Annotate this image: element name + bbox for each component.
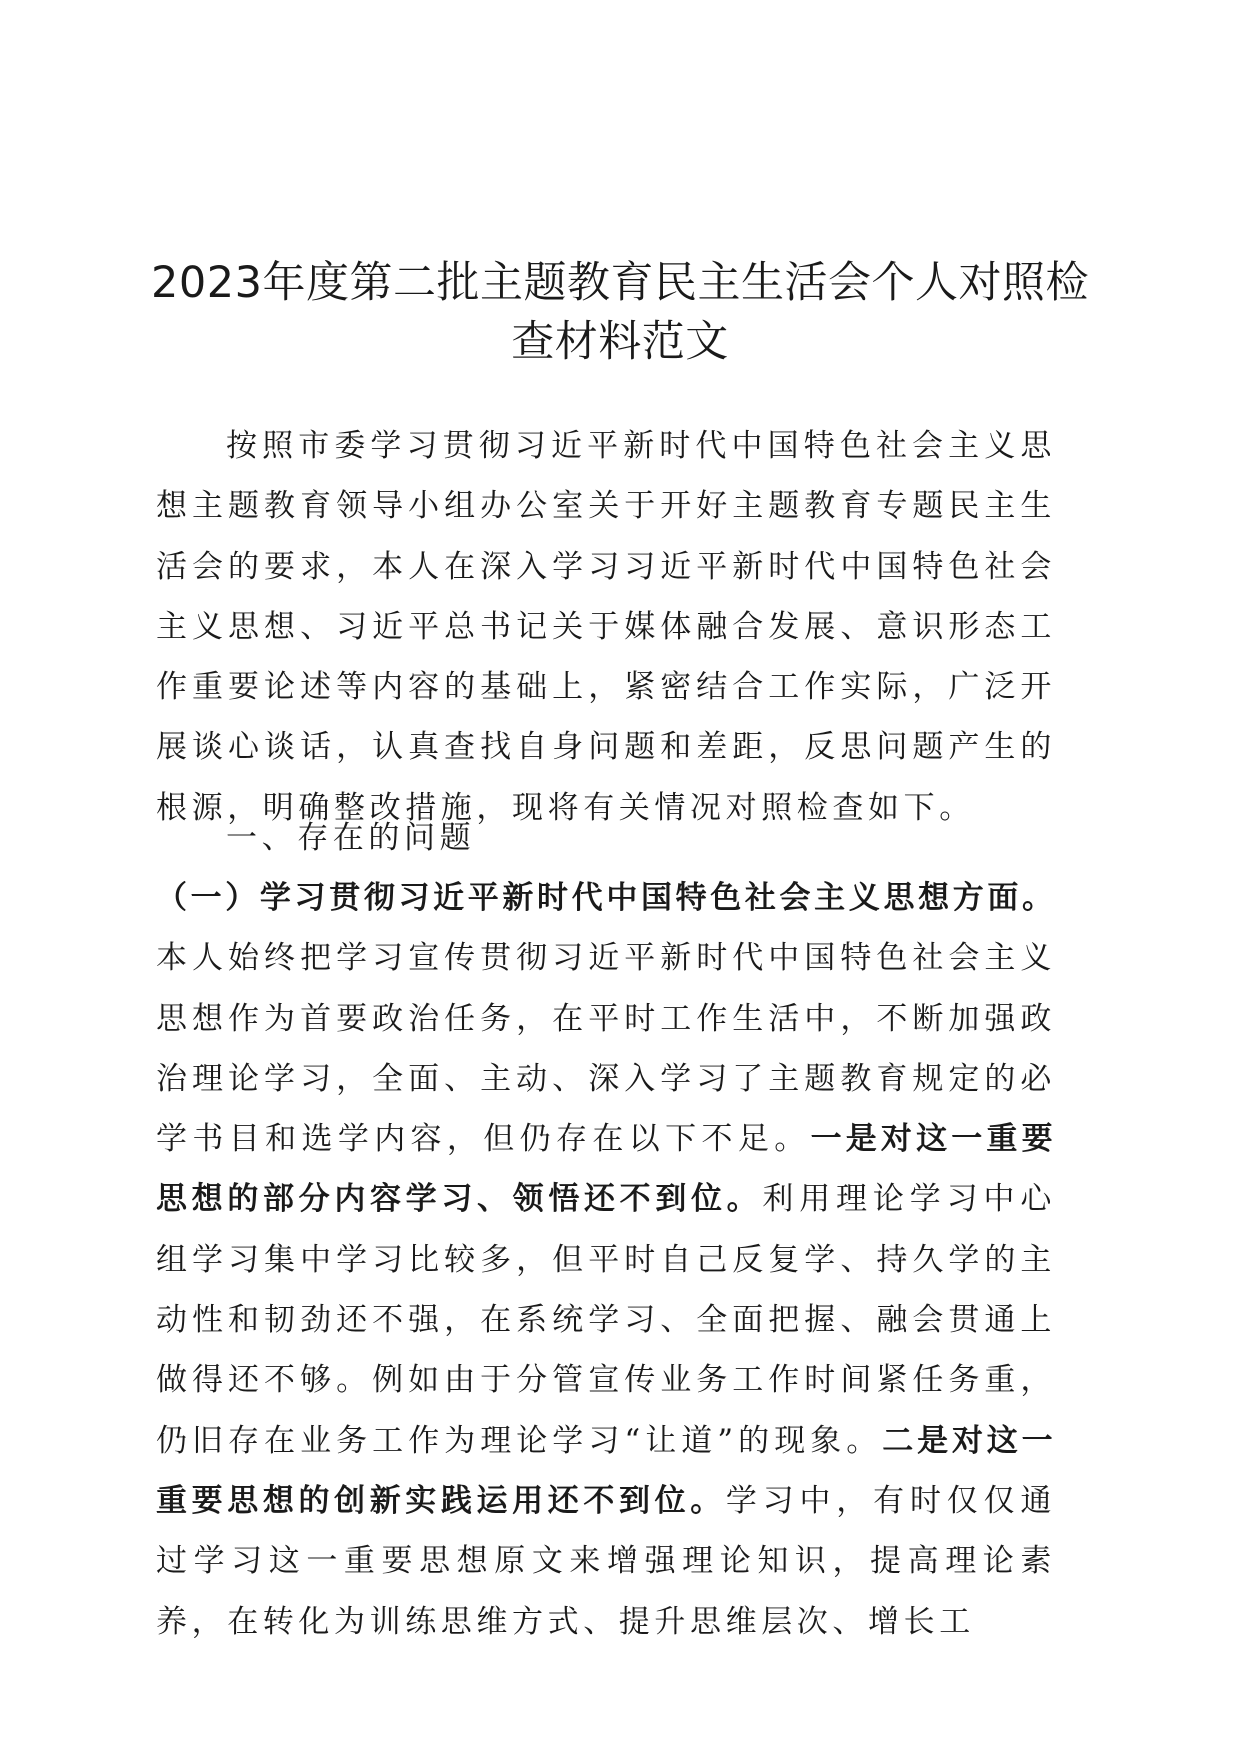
point-2-heading: 二是对这一重要思想的创新实践运用还不到位。	[156, 1422, 1057, 1519]
point-2-text: 学习中，有时仅仅通过学习这一重要思想原文来增强理论知识，提高理论素养，在转化为训练思维方式、提升思维层次、增长工	[156, 1482, 1056, 1640]
subsection-paragraph	[156, 868, 1056, 1652]
section-heading-problems: 一、存在的问题	[226, 820, 476, 856]
subsection-heading: （一）学习贯彻习近平新时代中国特色社会主义思想方面。	[156, 880, 1056, 916]
document-title: 2023年度第二批主题教育民主生活会个人对照检查材料范文	[151, 258, 1089, 367]
point-1-heading: 一是对这一重要思想的部分内容学习、领悟还不到位。	[156, 1121, 1056, 1218]
point-1-text: 利用理论学习中心组学习集中学习比较多，但平时自己反复学、持久学的主动性和韧劲还不强，在系统学习、全面把握、融会贯通上做得还不够。例如由于分管宣传业务工作时间紧任务重，仍旧存在业务工作为理论学习“让道”的现象。	[156, 1181, 1056, 1459]
intro-paragraph: 按照市委学习贯彻习近平新时代中国特色社会主义思想主题教育领导小组办公室关于开好主题教育专题民主生活会的要求，本人在深入学习习近平新时代中国特色社会主义思想、习近平总书记关于媒体融合发展、意识形态工作重要论述等内容的基础上，紧密结合工作实际，广泛开展谈心谈话，认真查找自身问题和差距，反思问题产生的根源，明确整改措施，现将有关情况对照检查如下。	[156, 428, 1056, 826]
subsection-text: 本人始终把学习宣传贯彻习近平新时代中国特色社会主义思想作为首要政治任务，在平时工作生活中，不断加强政治理论学习，全面、主动、深入学习了主题教育规定的必学书目和选学内容，但仍存在以下不足。	[156, 940, 1056, 1158]
